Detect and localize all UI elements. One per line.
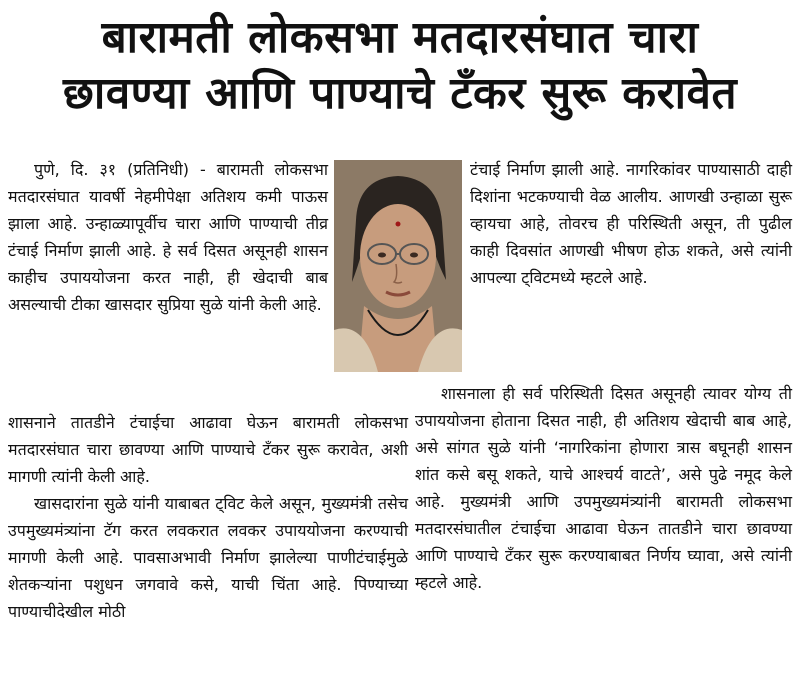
left-column-bottom (8, 409, 408, 625)
paragraph-2: शासनाने तातडीने टंचाईचा आढावा घेऊन बारामती लोकसभा मतदारसंघात चारा छावण्या आणि पाण्याचे टँकर सुरू करावेत, अशी मागणी त्यांनी केली आहे. (8, 413, 408, 486)
portrait-photo (334, 160, 462, 372)
left-column-top (8, 156, 328, 318)
paragraph-1: पुणे, दि. ३१ (प्रतिनिधी) - बारामती लोकसभा मतदारसंघात यावर्षी नेहमीपेक्षा अतिशय कमी पाऊस झाला आहे. उन्हाळ्यापूर्वीच चारा आणि पाण्याची तीव्र टंचाई निर्माण झाली आहे. हे सर्व दिसत असूनही शासन काहीच उपाययोजना करत नाही, ही खेदाची बाब असल्याची टीका खासदार सुप्रिया सुळे यांनी केली आहे. (8, 160, 328, 314)
paragraph-5: शासनाला ही सर्व परिस्थिती दिसत असूनही त्यावर योग्य ती उपाययोजना होताना दिसत नाही, ही अतिशय खेदाची बाब आहे, असे सांगत सुळे यांनी ‘नागरिकांना होणारा त्रास बघूनही शासन शांत कसे बसू शकते, याचे आश्चर्य वाटते’, असे पुढे नमूद केले आहे. मुख्यमंत्री आणि उपमुख्यमंत्र्यांनी बारामती लोकसभा मतदारसंघातील टंचाईचा आढावा घेऊन तातडीने चारा छावण्या आणि पाण्याचे टँकर सुरू करण्याबाबत निर्णय घ्यावा, असे त्यांनी म्हटले आहे. (415, 384, 792, 592)
right-column-bottom (415, 380, 792, 596)
article-headline (10, 10, 790, 122)
paragraph-4: टंचाई निर्माण झाली आहे. नागरिकांवर पाण्यासाठी दाही दिशांना भटकण्याची वेळ आलीय. आणखी उन्हाळा सुरू व्हायचा आहे, तोवरच ही परिस्थिती असून, ती पुढील काही दिवसांत आणखी भीषण होऊ शकते, असे त्यांनी आपल्या ट्विटमध्ये म्हटले आहे. (470, 160, 792, 287)
right-column-top (470, 156, 792, 291)
headline-line-2: छावण्या आणि पाण्याचे टँकर सुरू करावेत (62, 68, 738, 119)
paragraph-3: खासदारांना सुळे यांनी याबाबत ट्विट केले असून, मुख्यमंत्री तसेच उपमुख्यमंत्र्यांना टॅग करत लवकरात लवकर उपाययोजना करण्याची मागणी केली आहे. पावसाअभावी निर्माण झालेल्या पाणीटंचाईमुळे शेतकऱ्यांना पशुधन जगवावे कसे, याची चिंता आहे. पिण्याच्या पाण्याचीदेखील मोठी (8, 494, 408, 621)
headline-line-1: बारामती लोकसभा मतदारसंघात चारा (101, 12, 699, 63)
